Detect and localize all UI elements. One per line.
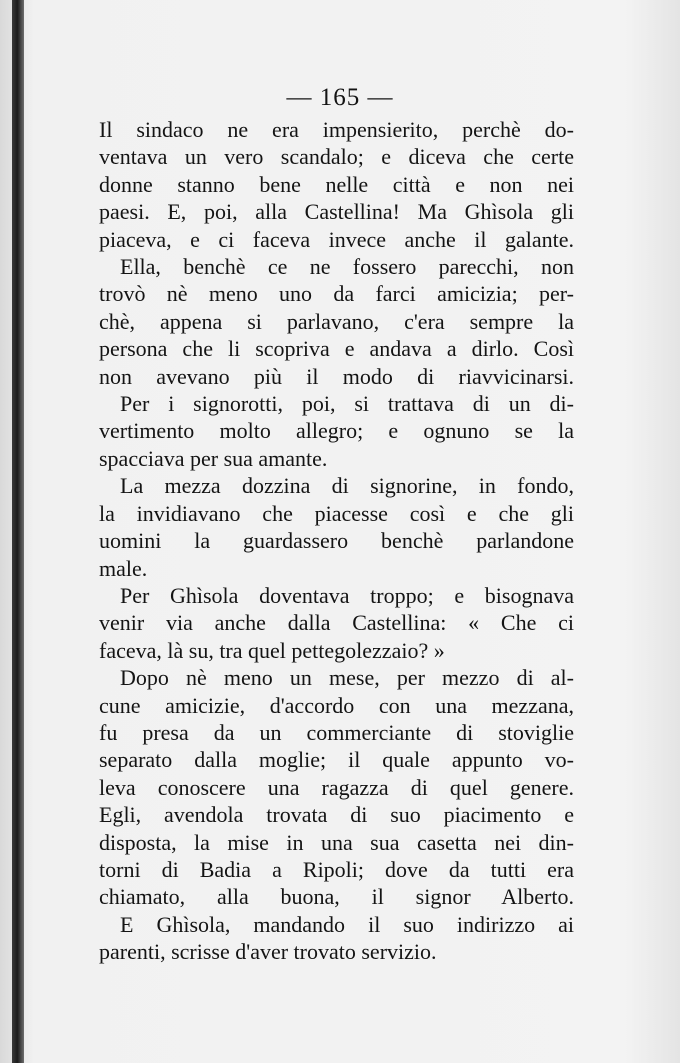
text-line: uomini la guardassero benchè parlandone — [99, 528, 574, 554]
text-line: separato dalla moglie; il quale appunto vo- — [99, 747, 574, 773]
text-line: la invidiavano che piacesse così e che gli — [99, 500, 574, 526]
text-line: Ella, benchè ce ne fossero parecchi, non — [120, 254, 574, 280]
text-line: venir via anche dalla Castellina: « Che ci — [99, 610, 574, 636]
text-line: ventava un vero scandalo; e diceva che certe — [99, 144, 574, 170]
text-line: donne stanno bene nelle città e non nei — [99, 171, 574, 197]
text-line: leva conoscere una ragazza di quel genere. — [99, 774, 574, 800]
paragraph-3 — [99, 390, 574, 472]
page-binding-edge — [12, 0, 24, 1063]
text-line: persona che li scopriva e andava a dirlo. Così — [99, 336, 574, 362]
text-line: Per i signorotti, poi, si trattava di un di- — [120, 391, 574, 417]
text-line: chè, appena si parlavano, c'era sempre la — [99, 308, 574, 334]
paragraph-1 — [99, 116, 574, 253]
text-line: disposta, la mise in una sua casetta nei din- — [99, 829, 574, 855]
paragraph-2 — [99, 253, 574, 390]
page-number: — 165 — — [286, 84, 394, 111]
text-line: Egli, avendola trovata di suo piacimento e — [99, 802, 574, 828]
paragraph-5 — [99, 582, 574, 664]
text-line: chiamato, alla buona, il signor Alberto. — [99, 884, 574, 910]
body-text — [99, 116, 574, 966]
paragraph-6 — [99, 664, 574, 911]
text-line: Per Ghìsola doventava troppo; e bisognava — [120, 582, 574, 608]
text-line: piaceva, e ci faceva invece anche il galante. — [99, 226, 574, 252]
text-line: fu presa da un commerciante di stoviglie — [99, 719, 574, 745]
text-line: La mezza dozzina di signorine, in fondo, — [120, 473, 574, 499]
text-line: male. — [99, 555, 148, 581]
text-line: vertimento molto allegro; e ognuno se la — [99, 418, 574, 444]
text-line: E Ghìsola, mandando il suo indirizzo ai — [120, 911, 574, 937]
paragraph-7 — [99, 911, 574, 966]
text-line: paesi. E, poi, alla Castellina! Ma Ghìsola gli — [99, 199, 574, 225]
text-line: trovò nè meno uno da farci amicizia; per- — [99, 281, 574, 307]
text-line: faceva, là su, tra quel pettegolezzaio? » — [99, 637, 445, 663]
text-line: non avevano più il modo di riavvicinarsi. — [99, 363, 574, 389]
paragraph-4 — [99, 472, 574, 582]
text-line: Il sindaco ne era impensierito, perchè do- — [99, 117, 574, 142]
text-line: spacciava per sua amante. — [99, 445, 328, 471]
text-line: torni di Badia a Ripoli; dove da tutti era — [99, 856, 574, 882]
text-line: cune amicizie, d'accordo con una mezzana, — [99, 692, 574, 718]
text-line: parenti, scrisse d'aver trovato servizio. — [99, 939, 437, 965]
text-line: Dopo nè meno un mese, per mezzo di al- — [120, 665, 574, 691]
